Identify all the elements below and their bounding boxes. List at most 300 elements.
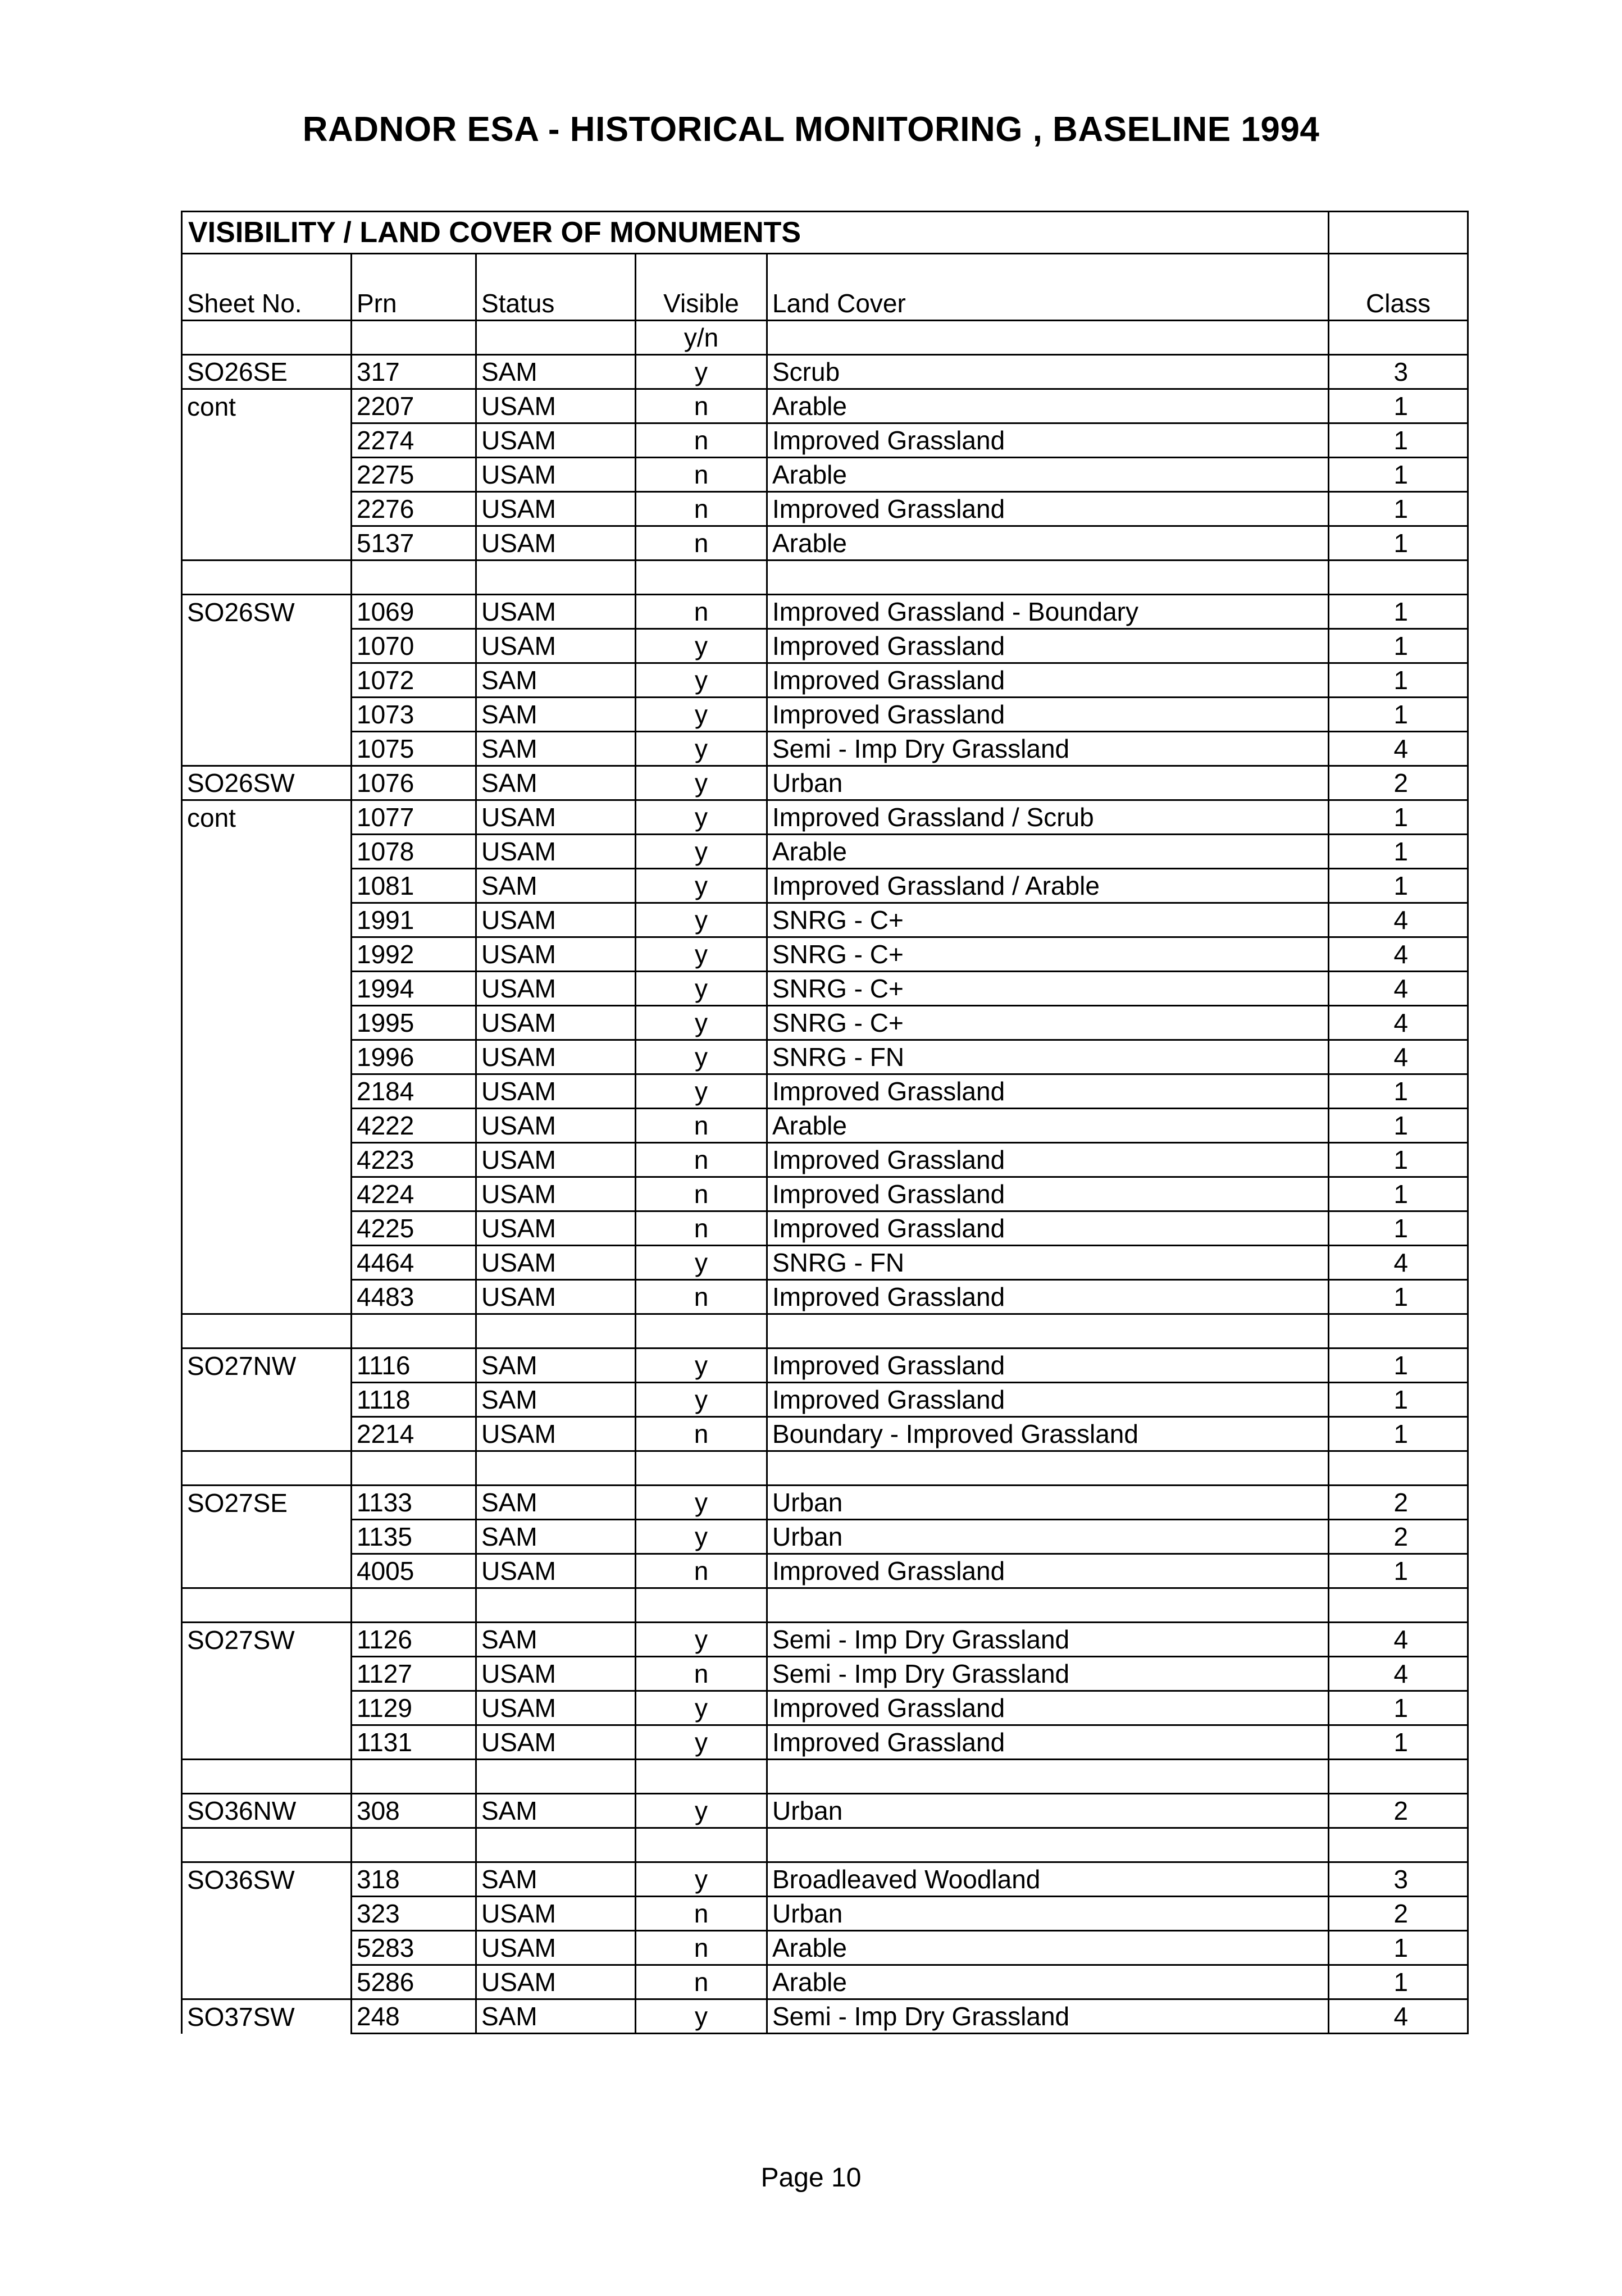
cell-prn: 1116 [352, 1349, 476, 1383]
header-sub-row [182, 321, 1468, 355]
cell-prn: 4225 [352, 1211, 476, 1246]
cell-status: SAM [476, 698, 636, 732]
cell-visible: n [636, 1931, 767, 1965]
cell-status: USAM [476, 1006, 636, 1040]
cell-status: USAM [476, 458, 636, 492]
cell-land-cover: Semi - Imp Dry Grassland [767, 1657, 1329, 1691]
cell-prn: 1070 [352, 629, 476, 663]
cell-visible: y [636, 1349, 767, 1383]
cell-class: 1 [1329, 1417, 1468, 1451]
table-body [182, 212, 1468, 2034]
cell-class: 1 [1329, 698, 1468, 732]
cell-class: 1 [1329, 595, 1468, 629]
cell-land-cover: Semi - Imp Dry Grassland [767, 1999, 1329, 2034]
cell-sheet: SO27SW [182, 1623, 352, 1657]
cell-status: USAM [476, 1109, 636, 1143]
cell-prn: 4223 [352, 1143, 476, 1177]
cell-land-cover: SNRG - C+ [767, 937, 1329, 972]
cell-visible: y [636, 766, 767, 800]
cell-visible: n [636, 1657, 767, 1691]
cell-visible: y [636, 937, 767, 972]
cell-sheet [182, 1931, 352, 1965]
cell-class: 1 [1329, 1965, 1468, 1999]
cell-sheet [182, 698, 352, 732]
cell-visible: n [636, 389, 767, 423]
cell-visible: n [636, 595, 767, 629]
cell-status: SAM [476, 766, 636, 800]
cell-prn: 5286 [352, 1965, 476, 1999]
cell-prn: 2207 [352, 389, 476, 423]
cell-visible: y [636, 1623, 767, 1657]
cell-prn: 308 [352, 1794, 476, 1828]
cell-prn: 323 [352, 1897, 476, 1931]
table-row [182, 1109, 1468, 1143]
cell-class: 4 [1329, 1657, 1468, 1691]
table-row [182, 1417, 1468, 1451]
cell-status: USAM [476, 1657, 636, 1691]
cell-visible: y [636, 1383, 767, 1417]
cell-status: USAM [476, 1554, 636, 1588]
cell-visible: n [636, 526, 767, 561]
cell-class: 1 [1329, 1725, 1468, 1760]
cell-class: 1 [1329, 1211, 1468, 1246]
cell-land-cover: Improved Grassland / Scrub [767, 800, 1329, 835]
cell-visible: y [636, 869, 767, 903]
cell-sheet [182, 423, 352, 458]
cell-status: USAM [476, 595, 636, 629]
cell-visible: y [636, 663, 767, 698]
cell-class: 2 [1329, 1794, 1468, 1828]
cell-status: USAM [476, 937, 636, 972]
cell-visible: n [636, 423, 767, 458]
table-row [182, 1965, 1468, 1999]
cell-status: USAM [476, 492, 636, 526]
cell-status: SAM [476, 732, 636, 766]
cell-class: 4 [1329, 1623, 1468, 1657]
page-number: Page 10 [760, 2163, 862, 2193]
table-row [182, 595, 1468, 629]
header-visible: Visible [636, 287, 767, 321]
cell-prn: 2184 [352, 1074, 476, 1109]
cell-prn: 1078 [352, 835, 476, 869]
header-prn: Prn [352, 287, 476, 321]
cell-sheet: SO27SE [182, 1486, 352, 1520]
table-row [182, 1211, 1468, 1246]
cell-class: 1 [1329, 1691, 1468, 1725]
cell-sheet: SO26SW [182, 595, 352, 629]
cell-visible: y [636, 355, 767, 389]
cell-prn: 1994 [352, 972, 476, 1006]
cell-status: USAM [476, 1040, 636, 1074]
cell-visible: y [636, 1040, 767, 1074]
table-spacer-row [182, 1760, 1468, 1794]
cell-prn: 1129 [352, 1691, 476, 1725]
cell-visible: y [636, 1794, 767, 1828]
table-row [182, 698, 1468, 732]
monuments-table [181, 211, 1469, 2034]
cell-status: USAM [476, 835, 636, 869]
cell-status: USAM [476, 903, 636, 937]
header-row [182, 287, 1468, 321]
cell-class: 1 [1329, 869, 1468, 903]
cell-land-cover: Boundary - Improved Grassland [767, 1417, 1329, 1451]
table-row [182, 937, 1468, 972]
cell-sheet [182, 1040, 352, 1074]
table-row [182, 1006, 1468, 1040]
cell-land-cover: Urban [767, 766, 1329, 800]
cell-sheet [182, 458, 352, 492]
cell-land-cover: Improved Grassland [767, 1177, 1329, 1211]
cell-class: 3 [1329, 355, 1468, 389]
table-row [182, 1657, 1468, 1691]
cell-status: SAM [476, 663, 636, 698]
cell-class: 1 [1329, 629, 1468, 663]
cell-class: 2 [1329, 1486, 1468, 1520]
cell-land-cover: Arable [767, 1965, 1329, 1999]
cell-sheet: SO36NW [182, 1794, 352, 1828]
cell-class: 1 [1329, 423, 1468, 458]
cell-visible: n [636, 1965, 767, 1999]
cell-class: 1 [1329, 1349, 1468, 1383]
section-title: VISIBILITY / LAND COVER OF MONUMENTS [182, 212, 1329, 254]
cell-visible: n [636, 458, 767, 492]
cell-class: 2 [1329, 1520, 1468, 1554]
cell-prn: 1077 [352, 800, 476, 835]
cell-status: SAM [476, 1794, 636, 1828]
cell-sheet [182, 1383, 352, 1417]
cell-prn: 4005 [352, 1554, 476, 1588]
cell-land-cover: Arable [767, 1931, 1329, 1965]
cell-sheet [182, 1520, 352, 1554]
table-row [182, 835, 1468, 869]
header-land-cover: Land Cover [767, 287, 1329, 321]
header-sheet: Sheet No. [182, 287, 352, 321]
table-row [182, 629, 1468, 663]
cell-status: SAM [476, 1999, 636, 2034]
cell-sheet [182, 663, 352, 698]
table-row [182, 800, 1468, 835]
cell-prn: 2214 [352, 1417, 476, 1451]
cell-class: 1 [1329, 1383, 1468, 1417]
cell-sheet [182, 732, 352, 766]
cell-sheet [182, 1143, 352, 1177]
cell-status: SAM [476, 1383, 636, 1417]
header-visible-sub: y/n [636, 321, 767, 355]
cell-prn: 1069 [352, 595, 476, 629]
cell-visible: n [636, 1211, 767, 1246]
cell-status: USAM [476, 1280, 636, 1314]
cell-class: 1 [1329, 835, 1468, 869]
cell-status: SAM [476, 1520, 636, 1554]
cell-land-cover: Improved Grassland [767, 663, 1329, 698]
cell-sheet: cont [182, 800, 352, 835]
table-spacer-row [182, 1451, 1468, 1486]
cell-visible: n [636, 1143, 767, 1177]
cell-status: USAM [476, 1246, 636, 1280]
cell-class: 1 [1329, 1143, 1468, 1177]
cell-visible: y [636, 1725, 767, 1760]
cell-class: 4 [1329, 1040, 1468, 1074]
cell-status: USAM [476, 629, 636, 663]
cell-prn: 318 [352, 1862, 476, 1897]
cell-sheet [182, 1177, 352, 1211]
header-status: Status [476, 287, 636, 321]
cell-prn: 1996 [352, 1040, 476, 1074]
cell-status: SAM [476, 1486, 636, 1520]
cell-class: 1 [1329, 1074, 1468, 1109]
cell-land-cover: Improved Grassland / Arable [767, 869, 1329, 903]
cell-sheet [182, 492, 352, 526]
section-title-empty-cell [1329, 212, 1468, 254]
table-row [182, 1486, 1468, 1520]
cell-sheet: SO27NW [182, 1349, 352, 1383]
cell-sheet [182, 526, 352, 561]
cell-class: 1 [1329, 458, 1468, 492]
table-row [182, 869, 1468, 903]
cell-status: USAM [476, 1177, 636, 1211]
cell-prn: 1995 [352, 1006, 476, 1040]
cell-land-cover: Urban [767, 1520, 1329, 1554]
table-row [182, 389, 1468, 423]
cell-prn: 248 [352, 1999, 476, 2034]
cell-prn: 4224 [352, 1177, 476, 1211]
table-row [182, 1725, 1468, 1760]
cell-land-cover: Semi - Imp Dry Grassland [767, 732, 1329, 766]
cell-visible: n [636, 1417, 767, 1451]
table-row [182, 1074, 1468, 1109]
cell-prn: 5283 [352, 1931, 476, 1965]
cell-class: 4 [1329, 972, 1468, 1006]
cell-land-cover: Urban [767, 1794, 1329, 1828]
cell-prn: 2274 [352, 423, 476, 458]
cell-sheet [182, 1109, 352, 1143]
cell-prn: 1075 [352, 732, 476, 766]
table-row [182, 1177, 1468, 1211]
cell-land-cover: Arable [767, 389, 1329, 423]
cell-visible: y [636, 629, 767, 663]
cell-visible: n [636, 1109, 767, 1143]
cell-land-cover: Improved Grassland [767, 1143, 1329, 1177]
cell-visible: y [636, 698, 767, 732]
cell-class: 2 [1329, 766, 1468, 800]
cell-visible: y [636, 1246, 767, 1280]
cell-land-cover: Scrub [767, 355, 1329, 389]
cell-prn: 1126 [352, 1623, 476, 1657]
table-row [182, 355, 1468, 389]
cell-land-cover: Arable [767, 835, 1329, 869]
cell-visible: y [636, 835, 767, 869]
cell-sheet [182, 1657, 352, 1691]
cell-land-cover: SNRG - C+ [767, 972, 1329, 1006]
cell-prn: 4483 [352, 1280, 476, 1314]
table-row [182, 1349, 1468, 1383]
header-class: Class [1329, 287, 1468, 321]
cell-class: 1 [1329, 800, 1468, 835]
cell-class: 1 [1329, 1554, 1468, 1588]
cell-sheet: SO37SW [182, 1999, 352, 2034]
table-row [182, 1862, 1468, 1897]
table-spacer-row [182, 1828, 1468, 1862]
cell-status: USAM [476, 1211, 636, 1246]
cell-sheet [182, 1725, 352, 1760]
cell-land-cover: Broadleaved Woodland [767, 1862, 1329, 1897]
cell-visible: y [636, 1862, 767, 1897]
cell-land-cover: SNRG - C+ [767, 1006, 1329, 1040]
cell-class: 3 [1329, 1862, 1468, 1897]
cell-land-cover: Improved Grassland - Boundary [767, 595, 1329, 629]
cell-status: USAM [476, 1417, 636, 1451]
cell-visible: n [636, 1554, 767, 1588]
cell-sheet [182, 1006, 352, 1040]
cell-prn: 1135 [352, 1520, 476, 1554]
cell-sheet [182, 869, 352, 903]
cell-class: 1 [1329, 526, 1468, 561]
cell-visible: y [636, 1520, 767, 1554]
cell-status: USAM [476, 800, 636, 835]
table-row [182, 1143, 1468, 1177]
cell-class: 1 [1329, 389, 1468, 423]
cell-visible: y [636, 1006, 767, 1040]
cell-sheet [182, 1246, 352, 1280]
cell-status: USAM [476, 423, 636, 458]
cell-class: 2 [1329, 1897, 1468, 1931]
header-spacer-row [182, 254, 1468, 288]
cell-land-cover: Semi - Imp Dry Grassland [767, 1623, 1329, 1657]
cell-land-cover: Improved Grassland [767, 629, 1329, 663]
cell-prn: 1992 [352, 937, 476, 972]
cell-visible: y [636, 1691, 767, 1725]
cell-status: USAM [476, 389, 636, 423]
table-row [182, 1999, 1468, 2034]
cell-sheet [182, 629, 352, 663]
cell-class: 4 [1329, 732, 1468, 766]
cell-sheet: SO26SE [182, 355, 352, 389]
cell-status: USAM [476, 1074, 636, 1109]
cell-status: SAM [476, 869, 636, 903]
cell-visible: y [636, 1074, 767, 1109]
table-row [182, 1520, 1468, 1554]
cell-sheet [182, 903, 352, 937]
cell-status: SAM [476, 1349, 636, 1383]
cell-land-cover: Improved Grassland [767, 1725, 1329, 1760]
cell-prn: 1081 [352, 869, 476, 903]
cell-land-cover: Arable [767, 458, 1329, 492]
cell-prn: 317 [352, 355, 476, 389]
table-row [182, 526, 1468, 561]
cell-prn: 1133 [352, 1486, 476, 1520]
cell-prn: 1118 [352, 1383, 476, 1417]
cell-status: SAM [476, 1623, 636, 1657]
table-row [182, 1280, 1468, 1314]
table-row [182, 1691, 1468, 1725]
cell-prn: 1076 [352, 766, 476, 800]
cell-land-cover: Improved Grassland [767, 1074, 1329, 1109]
cell-land-cover: Improved Grassland [767, 1349, 1329, 1383]
table-row [182, 1040, 1468, 1074]
cell-sheet [182, 1691, 352, 1725]
cell-land-cover: SNRG - C+ [767, 903, 1329, 937]
cell-prn: 4464 [352, 1246, 476, 1280]
cell-land-cover: Arable [767, 526, 1329, 561]
table-row [182, 1623, 1468, 1657]
cell-prn: 2275 [352, 458, 476, 492]
cell-visible: n [636, 1280, 767, 1314]
cell-land-cover: Improved Grassland [767, 423, 1329, 458]
cell-status: SAM [476, 1862, 636, 1897]
cell-visible: y [636, 903, 767, 937]
cell-class: 1 [1329, 1177, 1468, 1211]
cell-status: USAM [476, 1143, 636, 1177]
cell-status: USAM [476, 1691, 636, 1725]
cell-sheet [182, 1897, 352, 1931]
cell-sheet [182, 1965, 352, 1999]
cell-land-cover: Improved Grassland [767, 1691, 1329, 1725]
cell-visible: y [636, 732, 767, 766]
cell-land-cover: Improved Grassland [767, 1211, 1329, 1246]
cell-prn: 5137 [352, 526, 476, 561]
cell-status: USAM [476, 1897, 636, 1931]
table-row [182, 492, 1468, 526]
cell-sheet [182, 1554, 352, 1588]
cell-status: USAM [476, 1931, 636, 1965]
table-row [182, 1931, 1468, 1965]
cell-land-cover: SNRG - FN [767, 1040, 1329, 1074]
cell-land-cover: Improved Grassland [767, 698, 1329, 732]
cell-class: 4 [1329, 1006, 1468, 1040]
table-row [182, 1554, 1468, 1588]
cell-class: 1 [1329, 1280, 1468, 1314]
cell-visible: n [636, 1177, 767, 1211]
cell-land-cover: SNRG - FN [767, 1246, 1329, 1280]
cell-prn: 1073 [352, 698, 476, 732]
cell-sheet [182, 937, 352, 972]
cell-class: 4 [1329, 937, 1468, 972]
cell-land-cover: Improved Grassland [767, 1383, 1329, 1417]
table-row [182, 903, 1468, 937]
table-spacer-row [182, 1588, 1468, 1623]
cell-visible: y [636, 1999, 767, 2034]
cell-sheet [182, 972, 352, 1006]
cell-sheet: cont [182, 389, 352, 423]
table-row [182, 1794, 1468, 1828]
cell-sheet: SO36SW [182, 1862, 352, 1897]
table-row [182, 423, 1468, 458]
table-spacer-row [182, 1314, 1468, 1349]
cell-class: 1 [1329, 492, 1468, 526]
cell-class: 4 [1329, 1999, 1468, 2034]
page-title: RADNOR ESA - HISTORICAL MONITORING , BASELINE 1994 [302, 110, 1320, 149]
cell-status: SAM [476, 355, 636, 389]
cell-land-cover: Improved Grassland [767, 492, 1329, 526]
cell-land-cover: Urban [767, 1486, 1329, 1520]
table-row [182, 732, 1468, 766]
cell-sheet [182, 835, 352, 869]
cell-class: 4 [1329, 903, 1468, 937]
cell-land-cover: Arable [767, 1109, 1329, 1143]
cell-land-cover: Urban [767, 1897, 1329, 1931]
cell-class: 1 [1329, 1109, 1468, 1143]
table-row [182, 1897, 1468, 1931]
cell-visible: y [636, 1486, 767, 1520]
cell-land-cover: Improved Grassland [767, 1280, 1329, 1314]
cell-prn: 2276 [352, 492, 476, 526]
table-row [182, 972, 1468, 1006]
cell-prn: 1991 [352, 903, 476, 937]
cell-status: USAM [476, 972, 636, 1006]
cell-sheet [182, 1211, 352, 1246]
table-spacer-row [182, 561, 1468, 595]
cell-visible: n [636, 1897, 767, 1931]
